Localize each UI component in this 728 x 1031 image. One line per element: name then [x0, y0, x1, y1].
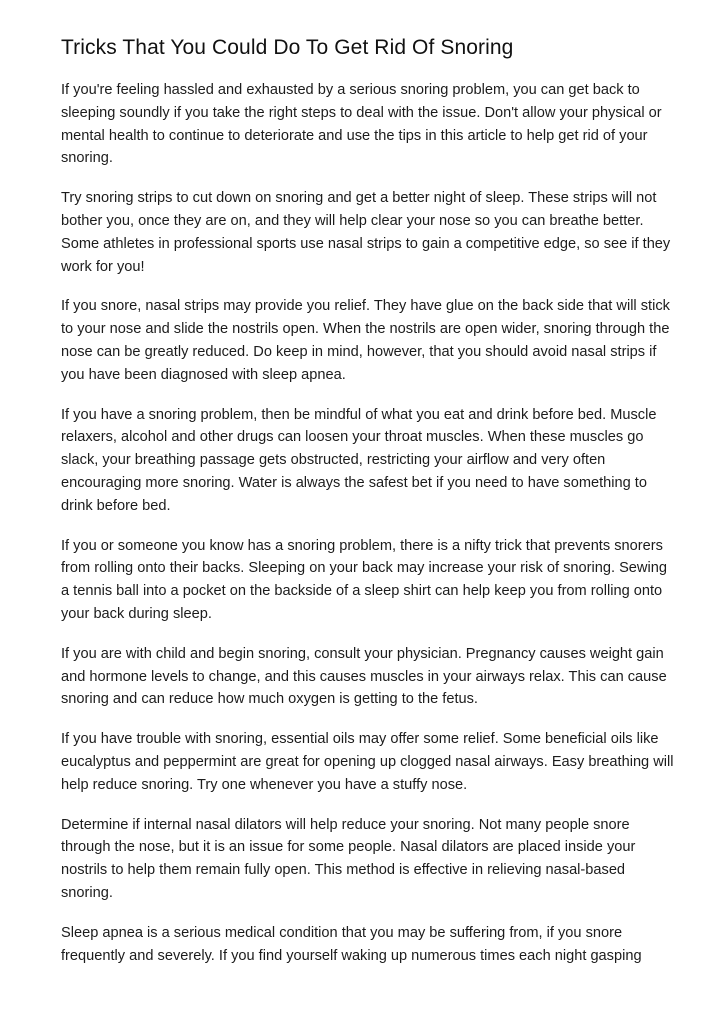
paragraph: If you are with child and begin snoring, consult your physician. Pregnancy causes weight gain and hormone levels to change, and this causes muscles in your airways relax. This can cause snoring and can reduce how much oxygen is getting to the fetus.	[61, 645, 667, 708]
document-content	[61, 34, 676, 984]
paragraph: Sleep apnea is a serious medical condition that you may be suffering from, if you snore frequently and severely. If you find yourself waking up numerous times each night gasping	[61, 924, 642, 964]
paragraph: If you're feeling hassled and exhausted by a serious snoring problem, you can get back to sleeping soundly if you take the right steps to deal with the issue. Don't allow your physical or mental health to continue to deteriorate and use the tips in this article to help get rid of your snoring.	[61, 82, 662, 167]
paragraph: Try snoring strips to cut down on snoring and get a better night of sleep. These strips will not bother you, once they are on, and they will help clear your nose so you can breathe better. Some athletes in professional sports use nasal strips to gain a competitive edge, so see if they work for you!	[61, 190, 671, 275]
document-title: Tricks That You Could Do To Get Rid Of Snoring	[61, 36, 514, 59]
paragraph: If you snore, nasal strips may provide you relief. They have glue on the back side that will stick to your nose and slide the nostrils open. When the nostrils are open wider, snoring through the nose can be greatly reduced. Do keep in mind, however, that you should avoid nasal strips if you have been diagnosed with sleep apnea.	[61, 298, 670, 383]
document-body	[61, 79, 676, 967]
paragraph: If you have trouble with snoring, essential oils may offer some relief. Some beneficial oils like eucalyptus and peppermint are great for opening up clogged nasal airways. Easy breathing will help reduce snoring. Try one whenever you have a stuffy nose.	[61, 731, 674, 793]
paragraph: If you have a snoring problem, then be mindful of what you eat and drink before bed. Muscle relaxers, alcohol and other drugs can loosen your throat muscles. When these muscles go slack, your breathing passage gets obstructed, restricting your airflow and very often encouraging more snoring. Water is always the safest bet if you need to have something to drink before bed.	[61, 406, 657, 514]
paragraph: Determine if internal nasal dilators will help reduce your snoring. Not many people snore through the nose, but it is an issue for some people. Nasal dilators are placed inside your nostrils to help them remain fully open. This method is effective in relieving nasal-based snoring.	[61, 816, 636, 901]
paragraph: If you or someone you know has a snoring problem, there is a nifty trick that prevents snorers from rolling onto their backs. Sleeping on your back may increase your risk of snoring. Sewing a tennis ball into a pocket on the backside of a sleep shirt can help keep you from rolling onto your back during sleep.	[61, 537, 667, 622]
